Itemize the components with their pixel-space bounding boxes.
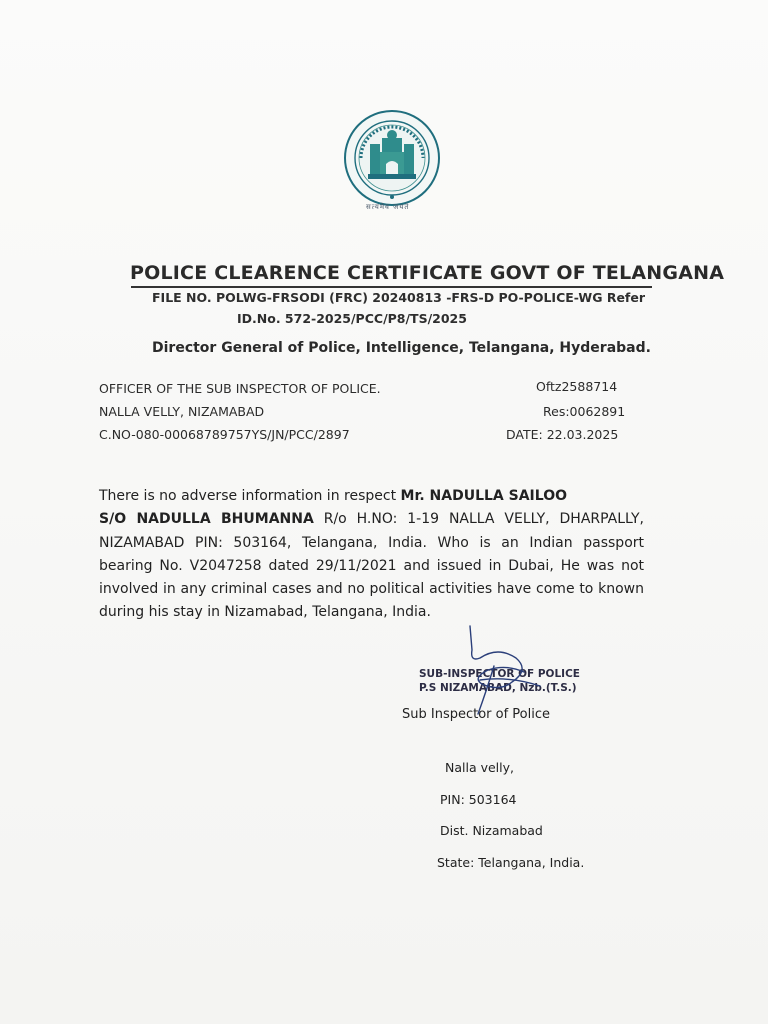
stamp-line-1: SUB-INSPECTOR OF POLICE bbox=[419, 668, 580, 680]
body-intro: There is no adverse information in respect bbox=[99, 488, 401, 504]
applicant-name: Mr. NADULLA SAILOO bbox=[400, 488, 567, 504]
address-line-1: Nalla velly, bbox=[445, 760, 514, 775]
address-line-3: Dist. Nizamabad bbox=[440, 823, 543, 838]
address-line-4: State: Telangana, India. bbox=[437, 855, 585, 870]
stamp-line-2: P.S NIZAMABAD, Nzb.(T.S.) bbox=[419, 682, 577, 694]
title-underline bbox=[131, 286, 652, 288]
office-place: NALLA VELLY, NIZAMABAD bbox=[99, 404, 265, 419]
applicant-father: S/O NADULLA BHUMANNA bbox=[99, 511, 314, 528]
certificate-body bbox=[99, 485, 644, 625]
body-details: R/o H.NO: 1-19 NALLA VELLY, DHARPALLY, NIZAMABAD PIN: 503164, Telangana, India. Who is an Indian passport bearing No. V2047258 dated 29/11/2021 and issued in Dubai, He was not involved in any criminal cases and no political activities have come to known during his stay in Nizamabad, Telangana, India. bbox=[99, 511, 644, 621]
emblem-motto: सत्यमेव जयते bbox=[366, 203, 410, 211]
id-number: ID.No. 572-2025/PCC/P8/TS/2025 bbox=[237, 311, 467, 326]
address-line-2: PIN: 503164 bbox=[440, 792, 517, 807]
file-number: FILE NO. POLWG-FRSODI (FRC) 20240813 -FRS-D PO-POLICE-WG Refer bbox=[152, 290, 645, 305]
oftz-number: Oftz2588714 bbox=[536, 379, 618, 394]
case-number: C.NO-080-00068789757YS/JN/PCC/2897 bbox=[99, 427, 350, 442]
telangana-emblem-icon bbox=[337, 108, 447, 218]
certificate-title: POLICE CLEARENCE CERTIFICATE GOVT OF TELANGANA bbox=[130, 262, 725, 284]
office-name: OFFICER OF THE SUB INSPECTOR OF POLICE. bbox=[99, 381, 381, 396]
res-number: Res:0062891 bbox=[543, 404, 626, 419]
issuing-authority: Director General of Police, Intelligence, Telangana, Hyderabad. bbox=[152, 340, 651, 356]
signatory-title: Sub Inspector of Police bbox=[402, 707, 551, 722]
certificate-date: DATE: 22.03.2025 bbox=[506, 427, 619, 442]
